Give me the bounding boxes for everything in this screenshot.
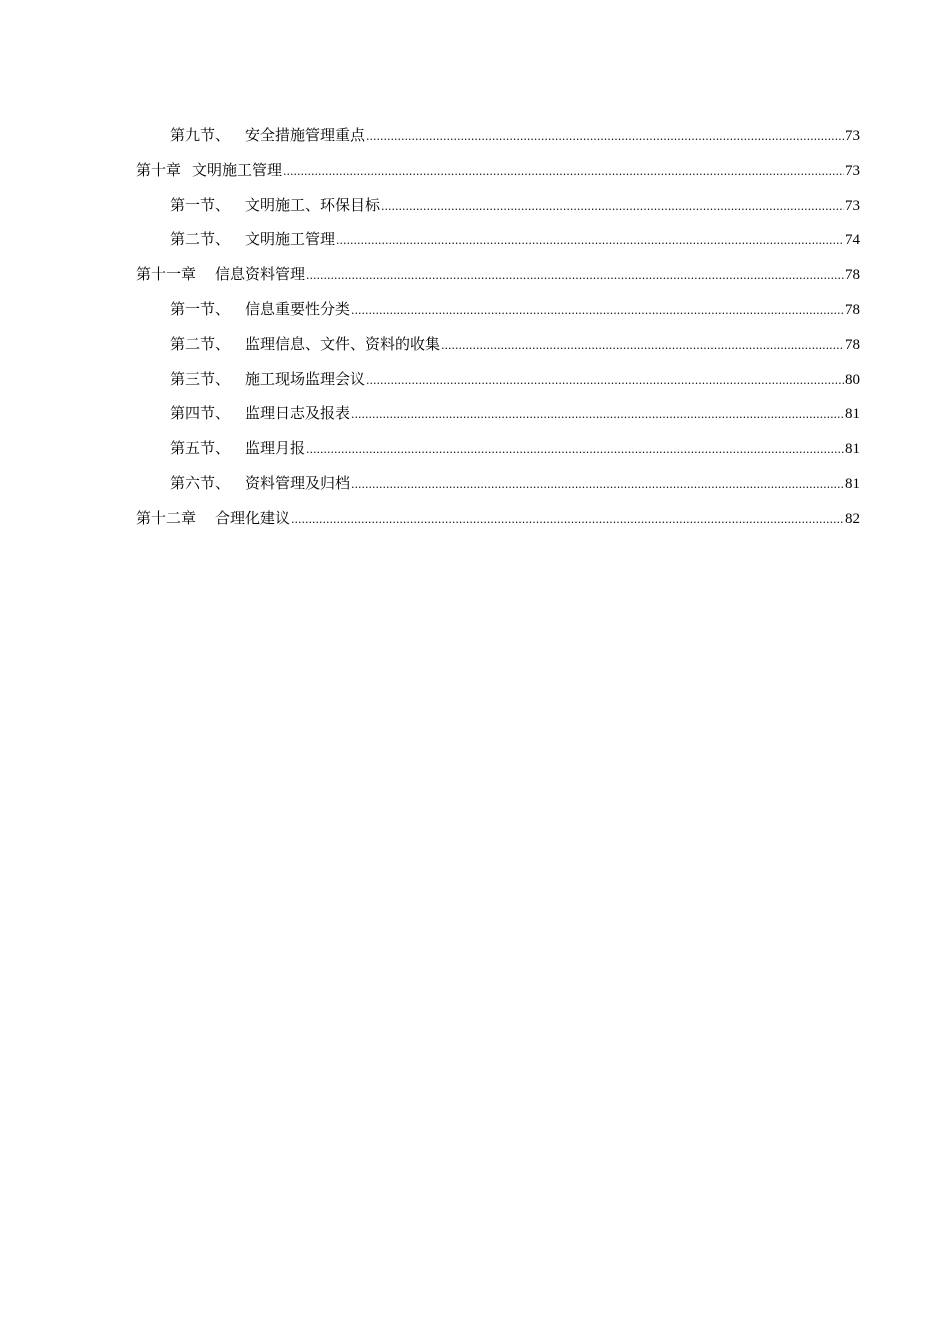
toc-entry[interactable] (136, 118, 860, 153)
dot-leader (366, 364, 844, 399)
toc-page-number: 73 (845, 162, 860, 179)
dot-leader (351, 468, 844, 503)
dot-leader (306, 433, 844, 468)
toc-entry-label: 第九节、 安全措施管理重点 (170, 126, 366, 144)
toc-entry[interactable] (136, 153, 860, 188)
toc-entry-label: 第六节、 资料管理及归档 (170, 473, 351, 492)
toc-page-number: 82 (845, 510, 860, 527)
toc-entry[interactable] (136, 431, 860, 466)
toc-page-number: 78 (845, 267, 860, 284)
toc-page-number: 73 (845, 197, 860, 214)
toc-entry-label: 第五节、 监理月报 (170, 439, 306, 458)
toc-entry-label: 第十一章 信息资料管理 (136, 265, 306, 284)
toc-entry[interactable] (136, 466, 860, 501)
dot-leader (381, 190, 844, 225)
toc-entry[interactable] (136, 292, 860, 327)
toc-entry-label: 第四节、 监理日志及报表 (170, 404, 351, 423)
toc-entry-label: 第十二章 合理化建议 (136, 508, 291, 527)
toc-page-number: 81 (845, 441, 860, 458)
toc-entry-label: 第一节、 文明施工、环保目标 (170, 195, 381, 214)
toc-entry-label: 第十章 文明施工管理 (136, 160, 283, 179)
dot-leader (441, 329, 844, 364)
toc-page-number: 73 (845, 128, 860, 144)
toc-entry[interactable] (136, 327, 860, 362)
dot-leader (283, 155, 844, 190)
toc-entry[interactable] (136, 501, 860, 536)
toc-entry[interactable] (136, 222, 860, 257)
toc-page-number: 78 (845, 336, 860, 353)
toc-page-number: 81 (845, 475, 860, 492)
toc-page-number: 80 (845, 371, 860, 388)
toc-page-number: 78 (845, 301, 860, 318)
toc-page-number: 81 (845, 406, 860, 423)
toc-entry-label: 第二节、 文明施工管理 (170, 230, 336, 249)
dot-leader (291, 503, 844, 538)
toc-entry-label: 第一节、 信息重要性分类 (170, 299, 351, 318)
dot-leader (351, 294, 844, 329)
toc-entry-label: 第二节、 监理信息、文件、资料的收集 (170, 334, 441, 353)
dot-leader (336, 224, 844, 259)
toc-entry[interactable] (136, 396, 860, 431)
dot-leader (366, 120, 844, 155)
toc-entry[interactable] (136, 362, 860, 397)
toc-entry-label: 第三节、 施工现场监理会议 (170, 369, 366, 388)
toc-entry[interactable] (136, 188, 860, 223)
dot-leader (351, 398, 844, 433)
table-of-contents (136, 118, 860, 536)
toc-page-number: 74 (845, 232, 860, 249)
toc-entry[interactable] (136, 257, 860, 292)
dot-leader (306, 259, 844, 294)
